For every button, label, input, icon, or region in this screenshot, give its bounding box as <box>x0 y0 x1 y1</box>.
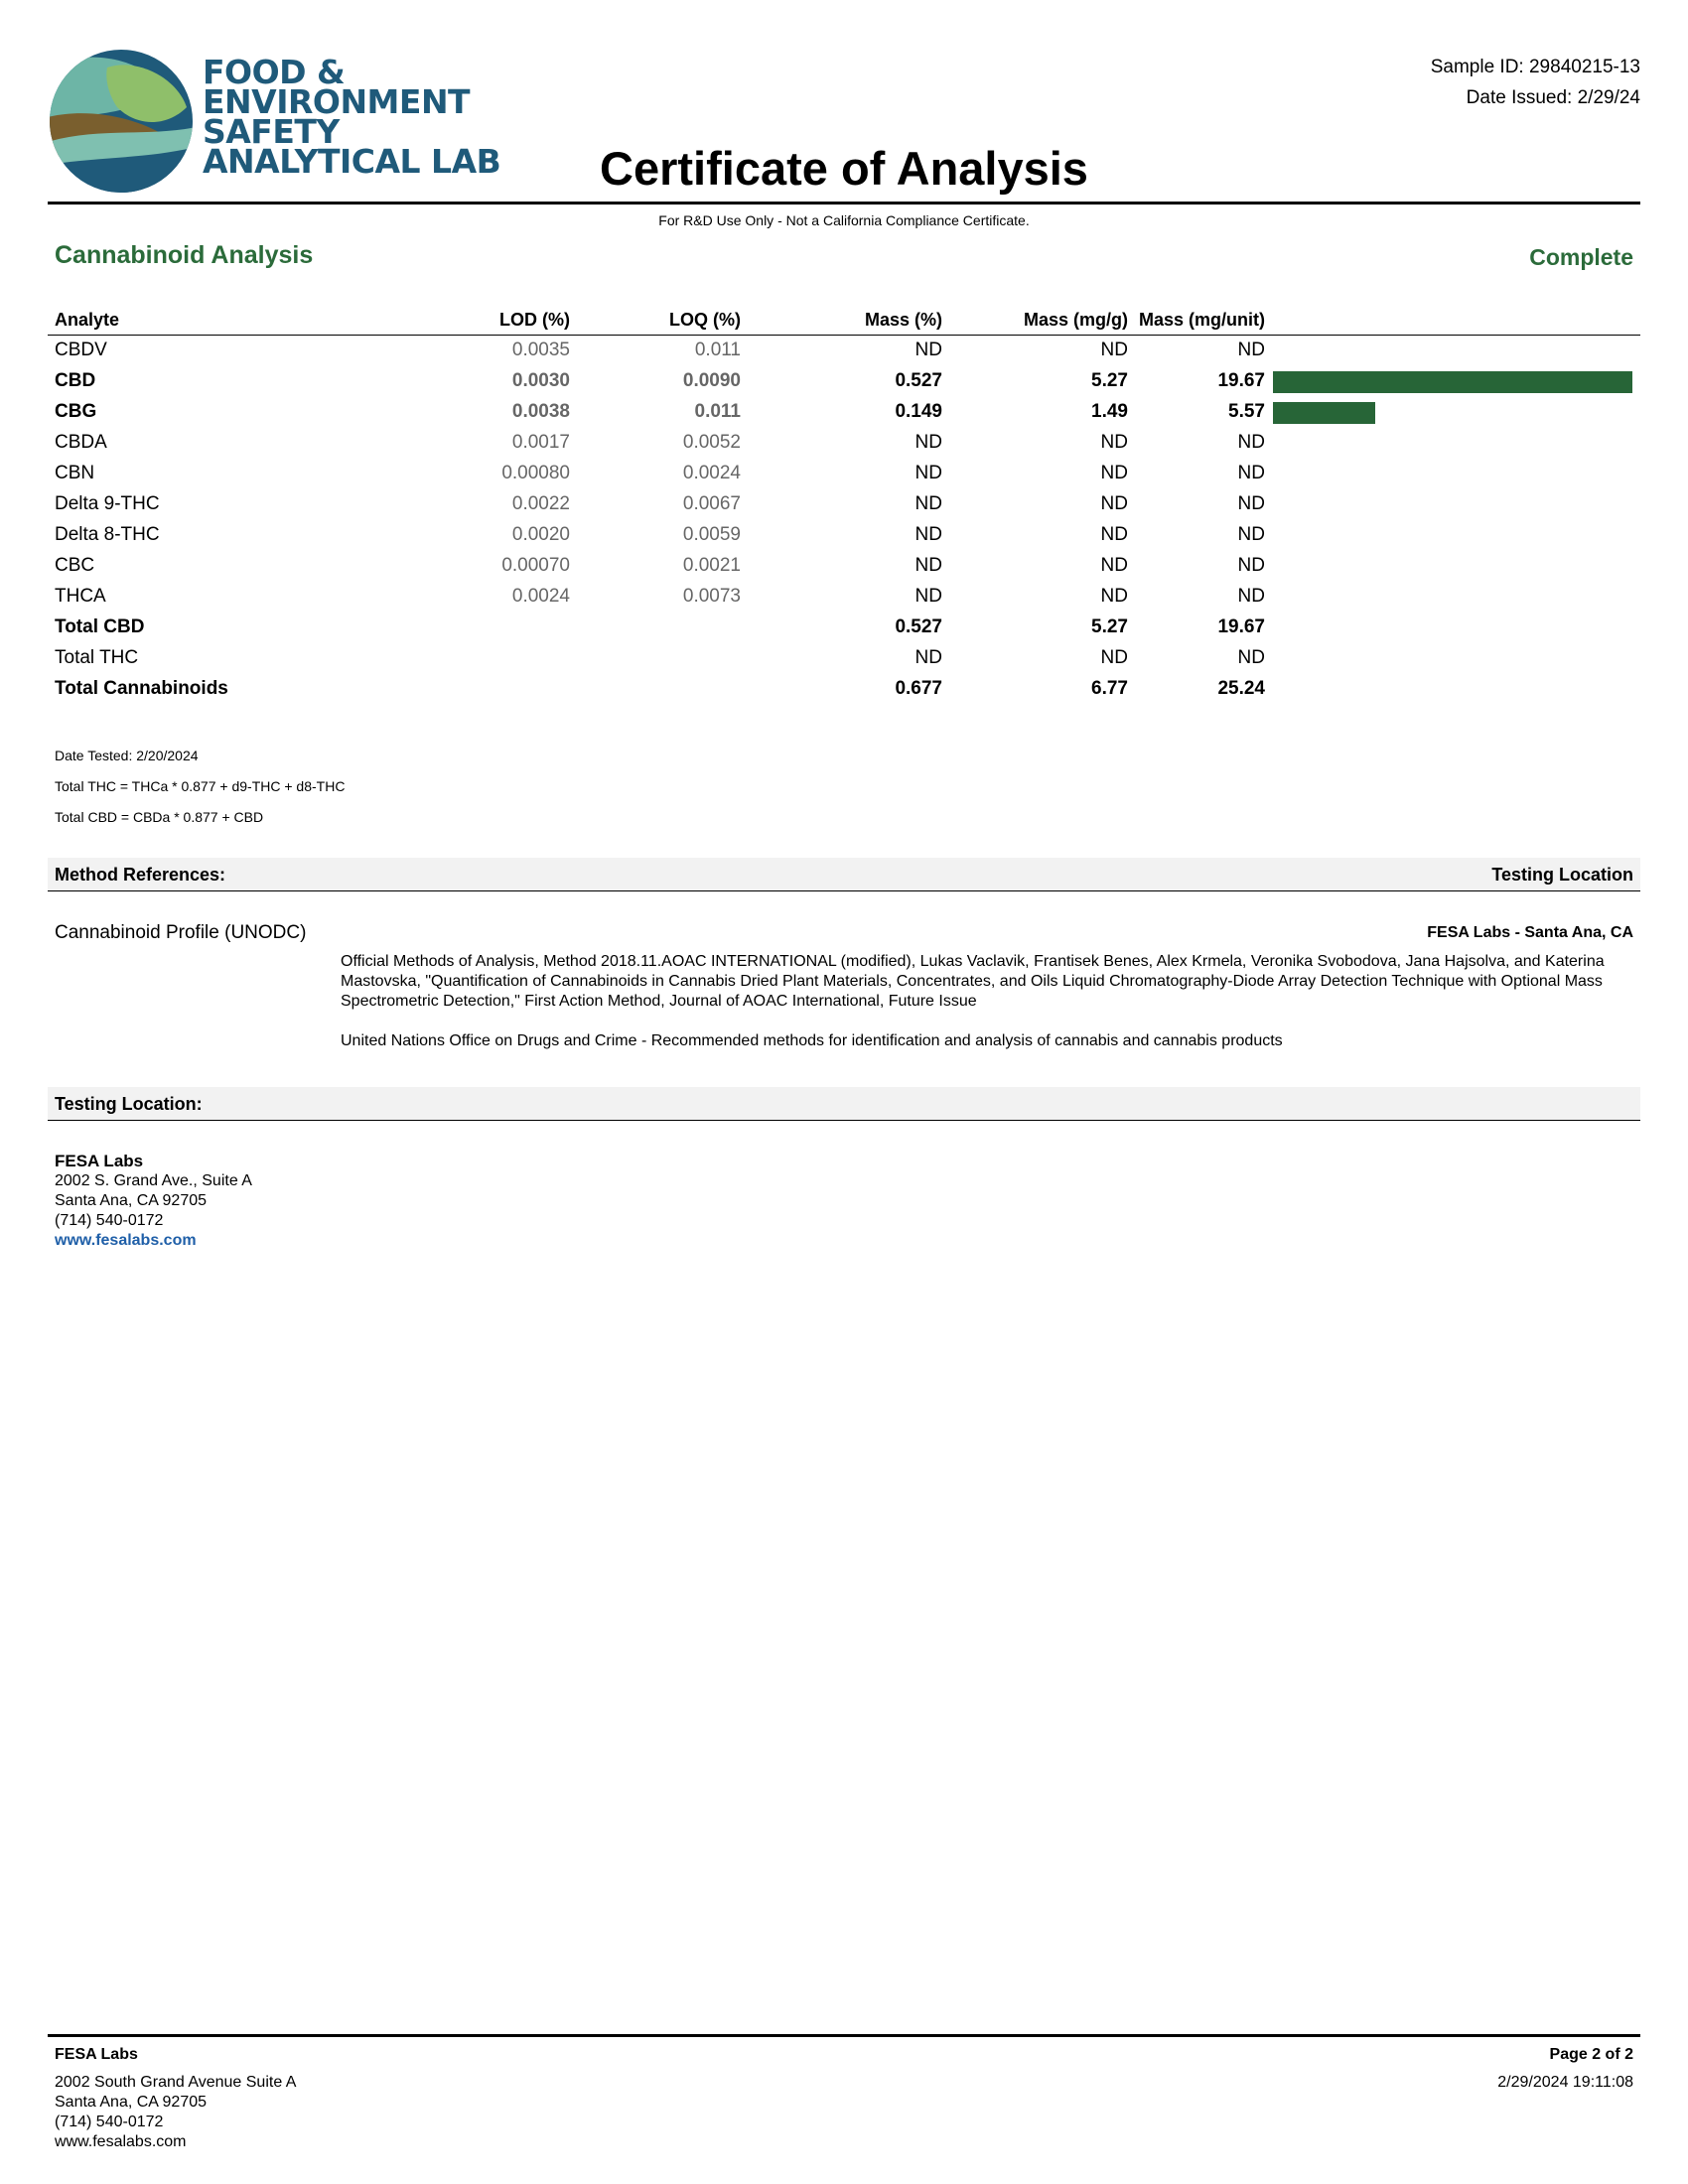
table-row <box>48 428 1640 459</box>
table-row <box>48 582 1640 613</box>
footer-address-line1: 2002 South Grand Avenue Suite A <box>55 2074 297 2091</box>
mass-mg-g-cell: ND <box>1100 647 1128 668</box>
lod-cell: 0.0038 <box>511 401 570 422</box>
mass-pct-cell: ND <box>914 493 942 514</box>
table-row <box>48 459 1640 489</box>
method-reference-aoac: Official Methods of Analysis, Method 2018.11.AOAC INTERNATIONAL (modified), Lukas Vaclavik, Frantisek Benes, Alex Krmela, Veronika Svobodova, Jana Hajsolva, and Katerina Mastovska, "Quantification of Cannabinoids in Cannabis Dried Plant Materials, Concentrates, and Oils Liquid Chromatography-Diode Array Detection Technique with Optional Mass Spectrometric Detection," First Action Method, Journal of AOAC International, Future Issue <box>341 953 1605 1010</box>
lab-phone: (714) 540-0172 <box>55 1212 164 1229</box>
method-reference-unodc: United Nations Office on Drugs and Crime - Recommended methods for identification and analysis of cannabis and cannabis products <box>341 1032 1283 1049</box>
logo-wordmark: FOOD & ENVIRONMENT SAFETY ANALYTICAL LAB <box>203 53 501 181</box>
lab-address-line1: 2002 S. Grand Ave., Suite A <box>55 1172 252 1189</box>
mass-mg-g-cell: 5.27 <box>1091 616 1128 637</box>
sample-id: Sample ID: 29840215-13 <box>1430 57 1640 77</box>
lod-cell: 0.00080 <box>501 463 570 483</box>
testing-location-address <box>55 1152 252 1251</box>
analyte-cell: CBD <box>55 370 96 391</box>
mass-mg-unit-cell: ND <box>1237 586 1265 607</box>
date-issued: Date Issued: 2/29/24 <box>1466 87 1640 108</box>
mass-pct-cell: 0.149 <box>895 401 942 422</box>
mass-mg-g-cell: ND <box>1100 586 1128 607</box>
mass-pct-cell: 0.527 <box>895 370 942 391</box>
footer-website: www.fesalabs.com <box>55 2133 187 2150</box>
lod-cell: 0.0035 <box>511 340 570 360</box>
lab-website-link[interactable]: www.fesalabs.com <box>55 1232 197 1249</box>
header-divider <box>48 202 1640 205</box>
mass-mg-unit-cell: ND <box>1237 493 1265 514</box>
lod-cell: 0.0022 <box>511 493 570 514</box>
mass-mg-g-cell: 1.49 <box>1091 401 1128 422</box>
mass-mg-unit-cell: 5.57 <box>1228 401 1265 422</box>
loq-cell: 0.011 <box>694 401 741 422</box>
loq-cell: 0.0090 <box>682 370 741 391</box>
col-loq: LOQ (%) <box>669 310 741 330</box>
lab-name: FESA Labs <box>55 1152 144 1170</box>
mass-mg-g-cell: ND <box>1100 524 1128 545</box>
total-cbd-formula: Total CBD = CBDa * 0.877 + CBD <box>55 809 264 825</box>
loq-cell: 0.0067 <box>682 493 741 514</box>
footer-divider <box>48 2034 1640 2037</box>
lod-cell: 0.0017 <box>511 432 570 453</box>
table-body <box>48 336 1640 705</box>
testing-location-header: Testing Location: <box>48 1087 1640 1121</box>
footer-address <box>55 2045 296 2152</box>
col-analyte: Analyte <box>55 310 120 330</box>
analyte-cell: THCA <box>55 586 106 607</box>
table-row <box>48 489 1640 520</box>
col-mass-mg-g: Mass (mg/g) <box>1023 310 1128 330</box>
analyte-cell: CBN <box>55 463 95 483</box>
mass-bar <box>1273 402 1375 424</box>
print-timestamp: 2/29/2024 19:11:08 <box>1497 2074 1633 2091</box>
table-row <box>48 520 1640 551</box>
mass-pct-cell: ND <box>914 524 942 545</box>
status-badge: Complete <box>1529 244 1633 270</box>
table-row <box>48 551 1640 582</box>
mass-mg-unit-cell: ND <box>1237 340 1265 360</box>
analyte-cell: Delta 9-THC <box>55 493 160 514</box>
table-header <box>48 308 1640 336</box>
cannabinoid-table <box>48 308 1640 705</box>
total-thc-formula: Total THC = THCa * 0.877 + d9-THC + d8-THC <box>55 778 346 794</box>
footer-lab-name: FESA Labs <box>55 2046 138 2063</box>
analyte-cell: Total THC <box>55 647 139 668</box>
loq-cell: 0.0021 <box>682 555 741 576</box>
mass-pct-cell: ND <box>914 555 942 576</box>
col-mass-mg-unit: Mass (mg/unit) <box>1138 310 1265 330</box>
analyte-cell: Total Cannabinoids <box>55 678 228 699</box>
footer-meta <box>1497 2045 1633 2093</box>
lod-cell: 0.0024 <box>511 586 570 607</box>
mass-mg-unit-cell: ND <box>1237 647 1265 668</box>
analyte-cell: Delta 8-THC <box>55 524 160 545</box>
lod-cell: 0.0030 <box>511 370 570 391</box>
table-row <box>48 366 1640 397</box>
loq-cell: 0.0052 <box>682 432 741 453</box>
mass-pct-cell: 0.527 <box>895 616 942 637</box>
footer-phone: (714) 540-0172 <box>55 2114 164 2130</box>
sample-info <box>1431 52 1640 113</box>
mass-pct-cell: ND <box>914 432 942 453</box>
mass-pct-cell: ND <box>914 463 942 483</box>
mass-mg-g-cell: ND <box>1100 555 1128 576</box>
mass-mg-g-cell: ND <box>1100 493 1128 514</box>
loq-cell: 0.0073 <box>682 586 741 607</box>
mass-mg-unit-cell: ND <box>1237 432 1265 453</box>
loq-cell: 0.011 <box>694 340 741 360</box>
mass-mg-unit-cell: 19.67 <box>1217 616 1265 637</box>
analyte-cell: CBDV <box>55 340 107 360</box>
document-title: Certificate of Analysis <box>600 142 1088 195</box>
mass-mg-g-cell: 6.77 <box>1091 678 1128 699</box>
lab-address-line2: Santa Ana, CA 92705 <box>55 1192 208 1209</box>
table-row <box>48 613 1640 643</box>
footer-address-line2: Santa Ana, CA 92705 <box>55 2094 208 2111</box>
method-location: FESA Labs - Santa Ana, CA <box>1427 924 1633 941</box>
lod-cell: 0.00070 <box>501 555 570 576</box>
section-title: Cannabinoid Analysis <box>55 241 314 269</box>
mass-pct-cell: ND <box>914 340 942 360</box>
analyte-cell: Total CBD <box>55 616 145 637</box>
mass-mg-unit-cell: ND <box>1237 555 1265 576</box>
page-number: Page 2 of 2 <box>1549 2046 1633 2063</box>
loq-cell: 0.0059 <box>682 524 741 545</box>
mass-mg-g-cell: ND <box>1100 340 1128 360</box>
col-mass-pct: Mass (%) <box>864 310 942 330</box>
analyte-cell: CBC <box>55 555 95 576</box>
method-references-header: Method References: Testing Location <box>48 858 1640 891</box>
analyte-cell: CBG <box>55 401 97 422</box>
table-row <box>48 643 1640 674</box>
mass-pct-cell: ND <box>914 586 942 607</box>
mass-mg-unit-cell: ND <box>1237 463 1265 483</box>
compliance-notice: For R&D Use Only - Not a California Compliance Certificate. <box>658 212 1030 228</box>
method-name: Cannabinoid Profile (UNODC) <box>55 922 307 943</box>
lod-cell: 0.0020 <box>511 524 570 545</box>
table-row <box>48 674 1640 705</box>
mass-mg-unit-cell: 19.67 <box>1217 370 1265 391</box>
mass-bar <box>1273 371 1632 393</box>
loq-cell: 0.0024 <box>682 463 741 483</box>
mass-pct-cell: ND <box>914 647 942 668</box>
table-row <box>48 397 1640 428</box>
analyte-cell: CBDA <box>55 432 107 453</box>
mass-pct-cell: 0.677 <box>895 678 942 699</box>
mass-mg-g-cell: ND <box>1100 432 1128 453</box>
mass-mg-g-cell: 5.27 <box>1091 370 1128 391</box>
analysis-notes <box>55 741 345 833</box>
date-tested: Date Tested: 2/20/2024 <box>55 748 199 763</box>
mass-mg-unit-cell: ND <box>1237 524 1265 545</box>
mass-mg-unit-cell: 25.24 <box>1217 678 1265 699</box>
table-row <box>48 336 1640 366</box>
col-lod: LOD (%) <box>499 310 570 330</box>
mass-mg-g-cell: ND <box>1100 463 1128 483</box>
